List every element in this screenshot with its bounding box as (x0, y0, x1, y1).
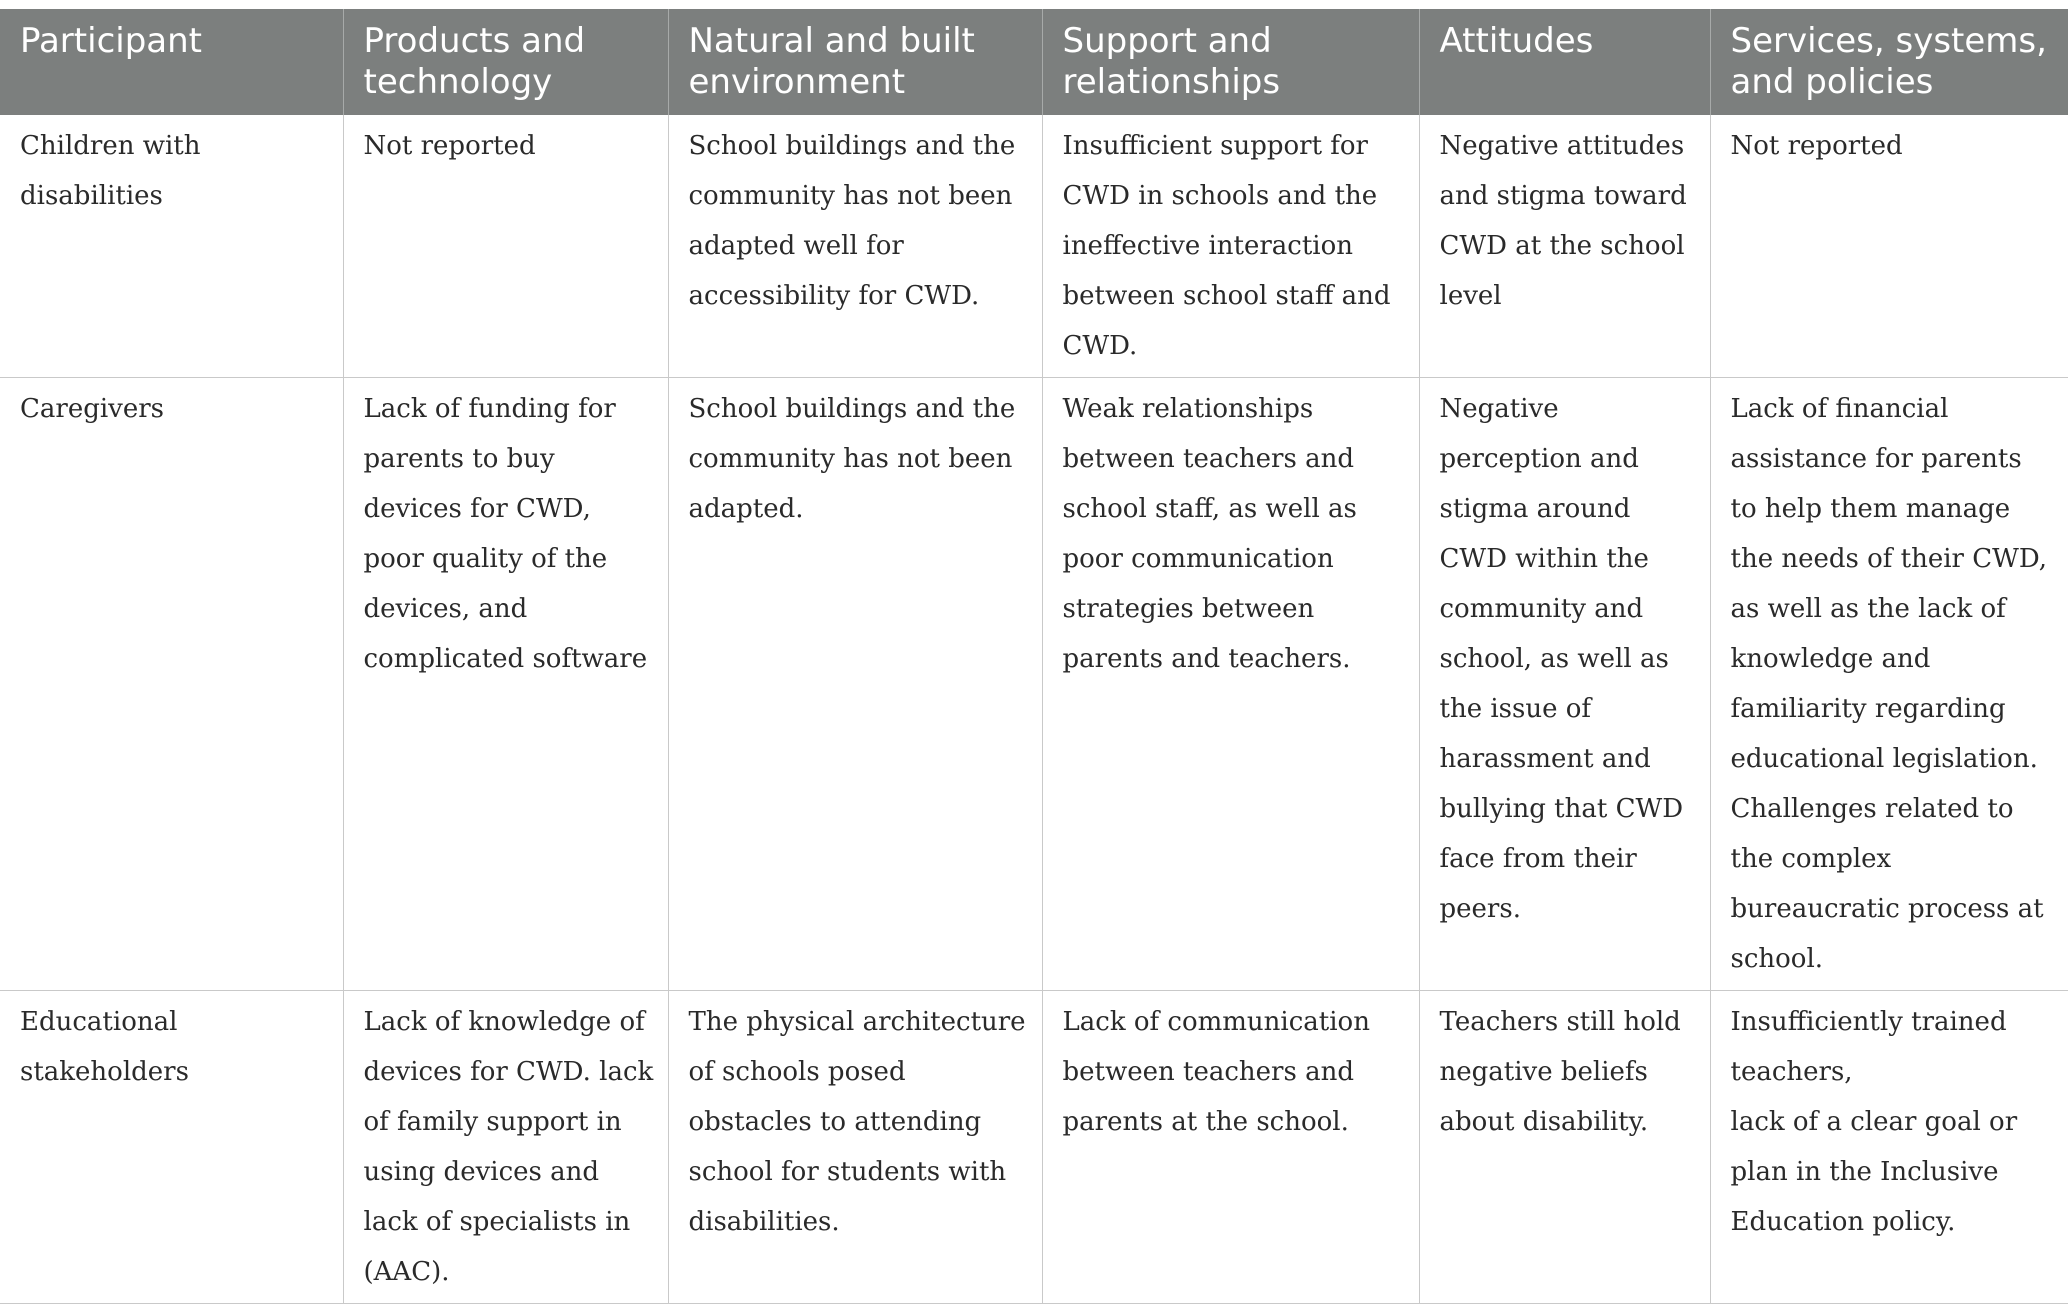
header-attitudes: Attitudes (1419, 9, 1710, 115)
cell-participant: Children with disabilities (0, 115, 343, 378)
header-natural-built-environment: Natural and built environment (668, 9, 1042, 115)
cell-environment: The physical architecture of schools posed obstacles to attending school for students with disabilities. (668, 991, 1042, 1304)
header-support-relationships: Support and relationships (1042, 9, 1419, 115)
cell-attitudes: Negative perception and stigma around CWD within the community and school, as well as the issue of harassment and bullying that CWD face from their peers. (1419, 378, 1710, 991)
cell-products: Not reported (343, 115, 668, 378)
cell-support: Insufficient support for CWD in schools and the ineffective interaction between school staff and CWD. (1042, 115, 1419, 378)
table-row (0, 991, 2068, 1304)
cell-environment: School buildings and the community has not been adapted well for accessibility for CWD. (668, 115, 1042, 378)
header-products-technology: Products and technology (343, 9, 668, 115)
header-services-systems-policies: Services, systems, and policies (1710, 9, 2068, 115)
cell-services: Lack of financial assistance for parents to help them manage the needs of their CWD, as well as the lack of knowledge and familiarity regarding educational legislation. Challenges related to the complex bureaucratic process at school. (1710, 378, 2068, 991)
cell-attitudes: Negative attitudes and stigma toward CWD at the school level (1419, 115, 1710, 378)
cell-environment: School buildings and the community has not been adapted. (668, 378, 1042, 991)
cell-support: Lack of communication between teachers and parents at the school. (1042, 991, 1419, 1304)
barriers-table (0, 9, 2068, 1304)
cell-products: Lack of funding for parents to buy devices for CWD, poor quality of the devices, and complicated software (343, 378, 668, 991)
table-body (0, 115, 2068, 1304)
header-row (0, 9, 2068, 115)
table-row (0, 115, 2068, 378)
cell-attitudes: Teachers still hold negative beliefs about disability. (1419, 991, 1710, 1304)
table-row (0, 378, 2068, 991)
cell-products: Lack of knowledge of devices for CWD. lack of family support in using devices and lack of specialists in (AAC). (343, 991, 668, 1304)
table-header (0, 9, 2068, 115)
cell-services: Not reported (1710, 115, 2068, 378)
cell-support: Weak relationships between teachers and school staff, as well as poor communication strategies between parents and teachers. (1042, 378, 1419, 991)
cell-participant: Caregivers (0, 378, 343, 991)
cell-participant: Educational stakeholders (0, 991, 343, 1304)
header-participant: Participant (0, 9, 343, 115)
cell-services: Insufficiently trained teachers, lack of a clear goal or plan in the Inclusive Education policy. (1710, 991, 2068, 1304)
barriers-table-container (0, 9, 2068, 1304)
